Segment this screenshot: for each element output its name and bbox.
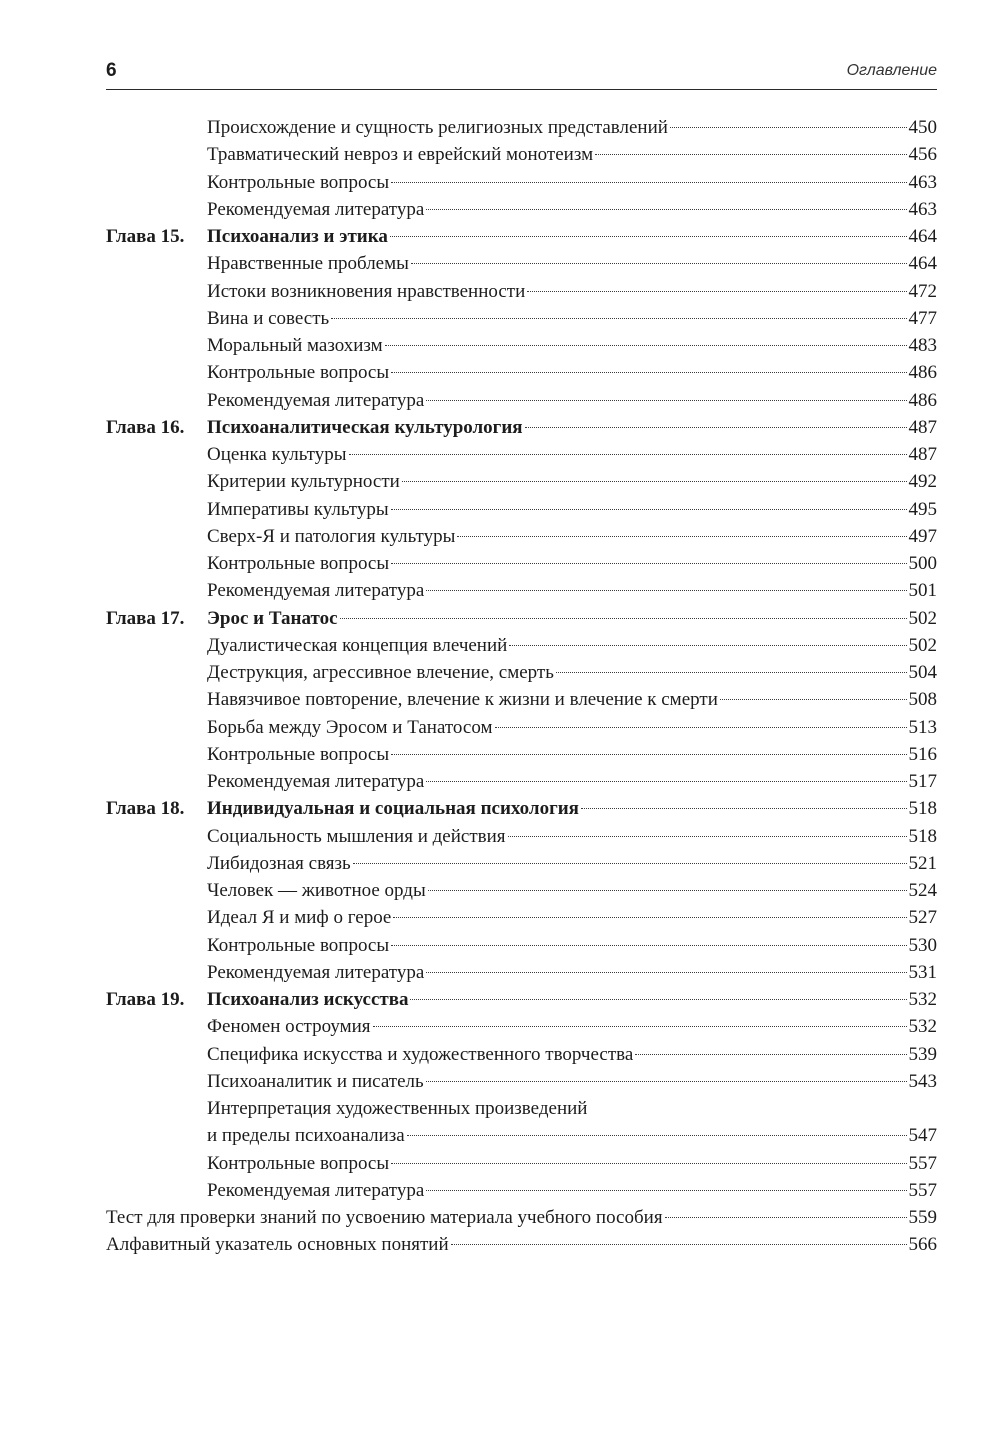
toc-entry [207, 250, 937, 277]
table-of-contents [106, 114, 937, 1259]
toc-entry-row[interactable] [106, 332, 937, 359]
toc-entry-row[interactable] [106, 632, 937, 659]
toc-entry-title: Контрольные вопросы [207, 359, 389, 386]
toc-entry [207, 468, 937, 495]
toc-entry-title: Рекомендуемая литература [207, 196, 424, 223]
toc-entry-title: Социальность мышления и действия [207, 823, 506, 850]
dot-leader [495, 727, 907, 728]
toc-entry-title: Тест для проверки знаний по усвоению материала учебного пособия [106, 1204, 663, 1231]
toc-entry-title: Рекомендуемая литература [207, 1177, 424, 1204]
dot-leader [581, 808, 907, 809]
toc-entry [207, 1122, 937, 1149]
dot-leader [451, 1244, 907, 1245]
toc-entry-title: Сверх-Я и патология культуры [207, 523, 455, 550]
dot-leader [331, 318, 906, 319]
page-reference: 527 [908, 907, 937, 929]
chapter-label: Глава 18. [106, 798, 185, 820]
page-reference: 521 [908, 852, 937, 874]
chapter-label: Глава 17. [106, 607, 185, 629]
page-number: 6 [106, 60, 117, 81]
toc-entry-title: Либидозная связь [207, 850, 351, 877]
toc-entry [207, 686, 937, 713]
dot-leader [385, 345, 907, 346]
page-reference: 504 [908, 662, 937, 683]
page-reference: 495 [908, 498, 937, 520]
toc-entry-row[interactable] [106, 877, 937, 904]
toc-entry-row[interactable] [106, 1122, 937, 1149]
toc-entry [207, 768, 937, 795]
toc-entry-line [106, 1095, 937, 1122]
page-reference: 539 [908, 1043, 937, 1065]
toc-entry-row[interactable] [106, 114, 937, 141]
dot-leader [410, 999, 906, 1000]
dot-leader [556, 672, 907, 673]
toc-entry [207, 414, 937, 441]
chapter-label: Глава 15. [106, 226, 185, 247]
page-reference: 518 [908, 825, 937, 847]
dot-leader [390, 236, 907, 237]
toc-entry-row[interactable] [106, 1041, 937, 1068]
dot-leader [426, 590, 906, 591]
header-rule [106, 89, 937, 90]
toc-entry [106, 1204, 937, 1231]
page-reference: 532 [908, 989, 937, 1010]
page-header [106, 58, 937, 88]
page-reference: 483 [908, 335, 937, 356]
dot-leader [391, 509, 907, 510]
toc-entry [207, 577, 937, 604]
page-reference: 487 [908, 416, 937, 438]
chapter-title: Психоанализ искусства [207, 986, 408, 1013]
toc-entry-title: Деструкция, агрессивное влечение, смерть [207, 659, 554, 686]
toc-entry-row[interactable] [106, 714, 937, 741]
page-reference: 477 [908, 307, 937, 329]
dot-leader [391, 182, 906, 183]
dot-leader [665, 1217, 907, 1218]
toc-entry [207, 387, 937, 414]
toc-entry-row[interactable] [106, 387, 937, 414]
toc-entry-title: Психоаналитик и писатель [207, 1068, 424, 1095]
dot-leader [508, 836, 907, 837]
toc-entry-title: Контрольные вопросы [207, 1150, 389, 1177]
page-reference: 464 [908, 226, 937, 247]
dot-leader [635, 1054, 906, 1055]
page-reference: 501 [908, 580, 937, 602]
toc-chapter-row[interactable] [106, 795, 937, 822]
toc-entry-row[interactable] [106, 1204, 937, 1231]
page-reference: 456 [908, 144, 937, 166]
page-reference: 472 [908, 280, 937, 302]
dot-leader [509, 645, 906, 646]
toc-entry-row[interactable] [106, 196, 937, 223]
toc-entry [207, 305, 937, 332]
dot-leader [426, 781, 906, 782]
toc-entry-row[interactable] [106, 141, 937, 168]
toc-entry-title: Рекомендуемая литература [207, 387, 424, 414]
toc-chapter-row[interactable] [106, 223, 937, 250]
toc-entry-title: Борьба между Эросом и Танатосом [207, 714, 493, 741]
chapter-title: Индивидуальная и социальная психология [207, 795, 579, 822]
page-reference: 518 [908, 798, 937, 820]
page-reference: 502 [908, 634, 937, 656]
toc-entry [207, 1068, 937, 1095]
dot-leader [407, 1135, 907, 1136]
dot-leader [393, 917, 906, 918]
toc-entry-row[interactable] [106, 659, 937, 686]
toc-entry-row[interactable] [106, 523, 937, 550]
page-reference: 543 [908, 1070, 937, 1092]
page-reference: 486 [908, 389, 937, 411]
toc-entry-title: Истоки возникновения нравственности [207, 278, 525, 305]
toc-entry-row[interactable] [106, 768, 937, 795]
chapter-label: Глава 19. [106, 989, 185, 1010]
toc-chapter-row[interactable] [106, 414, 937, 441]
toc-chapter-row[interactable] [106, 986, 937, 1013]
dot-leader [720, 699, 907, 700]
dot-leader [426, 209, 906, 210]
toc-entry-row[interactable] [106, 1231, 937, 1258]
page-reference: 513 [908, 716, 937, 738]
toc-entry [207, 1177, 937, 1204]
chapter-label: Глава 16. [106, 416, 185, 438]
toc-entry-title: Навязчивое повторение, влечение к жизни и влечение к смерти [207, 686, 718, 713]
toc-entry-row[interactable] [106, 169, 937, 196]
toc-entry [207, 605, 937, 632]
toc-entry-row[interactable] [106, 1150, 937, 1177]
dot-leader [340, 618, 907, 619]
toc-entry-row[interactable] [106, 959, 937, 986]
page-reference: 531 [908, 961, 937, 983]
toc-entry-title: Дуалистическая концепция влечений [207, 632, 507, 659]
toc-entry [207, 278, 937, 305]
page-reference: 559 [908, 1207, 937, 1228]
toc-entry [207, 823, 937, 850]
toc-entry-title: Специфика искусства и художественного творчества [207, 1041, 633, 1068]
toc-entry-title: Человек — животное орды [207, 877, 426, 904]
chapter-title: Эрос и Танатос [207, 605, 338, 632]
dot-leader [426, 1190, 906, 1191]
toc-entry-title: Контрольные вопросы [207, 550, 389, 577]
toc-entry [207, 850, 937, 877]
toc-entry [207, 441, 937, 468]
toc-entry [207, 986, 937, 1013]
dot-leader [428, 890, 907, 891]
dot-leader [402, 481, 907, 482]
toc-entry-title: Идеал Я и миф о герое [207, 904, 391, 931]
toc-entry [207, 1150, 937, 1177]
dot-leader [525, 427, 907, 428]
toc-entry [207, 932, 937, 959]
toc-entry [207, 114, 937, 141]
toc-entry [207, 496, 937, 523]
toc-entry [207, 141, 937, 168]
toc-entry [207, 523, 937, 550]
page-reference: 516 [908, 743, 937, 765]
toc-entry-row[interactable] [106, 741, 937, 768]
page-reference: 450 [908, 117, 937, 138]
toc-entry [207, 714, 937, 741]
dot-leader [391, 754, 906, 755]
page-reference: 500 [908, 553, 937, 574]
toc-entry-row[interactable] [106, 1177, 937, 1204]
page-reference: 508 [908, 689, 937, 711]
toc-entry [207, 332, 937, 359]
chapter-title: Психоанализ и этика [207, 223, 388, 250]
toc-entry [207, 904, 937, 931]
toc-entry [207, 359, 937, 386]
toc-entry-title: Нравственные проблемы [207, 250, 409, 277]
toc-entry [207, 1041, 937, 1068]
page-reference: 492 [908, 471, 937, 493]
toc-entry-title: Рекомендуемая литература [207, 768, 424, 795]
toc-entry-title: Контрольные вопросы [207, 169, 389, 196]
dot-leader [349, 454, 907, 455]
toc-entry [207, 196, 937, 223]
page-reference: 502 [908, 607, 937, 629]
toc-entry-row[interactable] [106, 496, 937, 523]
dot-leader [670, 127, 907, 128]
toc-entry-title: Контрольные вопросы [207, 741, 389, 768]
toc-entry-row[interactable] [106, 550, 937, 577]
dot-leader [411, 263, 907, 264]
toc-entry-row[interactable] [106, 359, 937, 386]
toc-entry-title: Моральный мазохизм [207, 332, 383, 359]
toc-entry [207, 632, 937, 659]
toc-entry-title: Происхождение и сущность религиозных представлений [207, 114, 668, 141]
toc-entry-row[interactable] [106, 1068, 937, 1095]
toc-entry [207, 169, 937, 196]
toc-entry [207, 659, 937, 686]
page-reference: 487 [908, 444, 937, 465]
toc-entry-title: Контрольные вопросы [207, 932, 389, 959]
toc-entry-title: Вина и совесть [207, 305, 329, 332]
toc-entry-row[interactable] [106, 1013, 937, 1040]
toc-entry-title: Императивы культуры [207, 496, 389, 523]
toc-entry [207, 550, 937, 577]
page-reference: 463 [908, 198, 937, 220]
dot-leader [426, 400, 906, 401]
page-reference: 497 [908, 525, 937, 547]
toc-entry-title: Критерии культурности [207, 468, 400, 495]
page-reference: 517 [908, 771, 937, 792]
page-reference: 532 [908, 1016, 937, 1038]
toc-entry-title: и пределы психоанализа [207, 1122, 405, 1149]
page-reference: 566 [908, 1234, 937, 1256]
toc-entry-row[interactable] [106, 441, 937, 468]
toc-entry-title: Травматический невроз и еврейский монотеизм [207, 141, 593, 168]
chapter-title: Психоаналитическая культурология [207, 414, 523, 441]
toc-entry [207, 741, 937, 768]
dot-leader [527, 291, 906, 292]
page-reference: 463 [908, 171, 937, 193]
toc-entry-title: Алфавитный указатель основных понятий [106, 1231, 449, 1258]
page-reference: 547 [908, 1125, 937, 1147]
page-reference: 557 [908, 1152, 937, 1174]
page-reference: 524 [908, 880, 937, 901]
toc-entry-title: Рекомендуемая литература [207, 959, 424, 986]
toc-entry-title-line1: Интерпретация художественных произведений [207, 1098, 588, 1119]
toc-entry [207, 223, 937, 250]
dot-leader [426, 972, 906, 973]
toc-entry-row[interactable] [106, 686, 937, 713]
toc-entry-row[interactable] [106, 305, 937, 332]
toc-entry-row[interactable] [106, 250, 937, 277]
page-reference: 464 [908, 253, 937, 275]
toc-entry-row[interactable] [106, 904, 937, 931]
dot-leader [457, 536, 906, 537]
toc-entry-row[interactable] [106, 850, 937, 877]
dot-leader [391, 372, 906, 373]
toc-entry [207, 959, 937, 986]
page-reference: 530 [908, 934, 937, 956]
toc-entry-row[interactable] [106, 932, 937, 959]
dot-leader [426, 1081, 907, 1082]
toc-entry-row[interactable] [106, 468, 937, 495]
page-reference: 557 [908, 1179, 937, 1201]
toc-entry-row[interactable] [106, 577, 937, 604]
dot-leader [353, 863, 907, 864]
toc-entry-title: Феномен остроумия [207, 1013, 371, 1040]
toc-entry-row[interactable] [106, 278, 937, 305]
dot-leader [391, 945, 906, 946]
dot-leader [373, 1026, 907, 1027]
toc-entry [207, 795, 937, 822]
toc-entry-title: Оценка культуры [207, 441, 347, 468]
toc-entry [207, 877, 937, 904]
toc-entry [106, 1231, 937, 1258]
dot-leader [595, 154, 906, 155]
running-title: Оглавление [846, 62, 937, 79]
page-reference: 486 [908, 362, 937, 384]
dot-leader [391, 1163, 906, 1164]
toc-entry-row[interactable] [106, 823, 937, 850]
toc-entry-title: Рекомендуемая литература [207, 577, 424, 604]
dot-leader [391, 563, 906, 564]
toc-chapter-row[interactable] [106, 605, 937, 632]
toc-entry [207, 1013, 937, 1040]
